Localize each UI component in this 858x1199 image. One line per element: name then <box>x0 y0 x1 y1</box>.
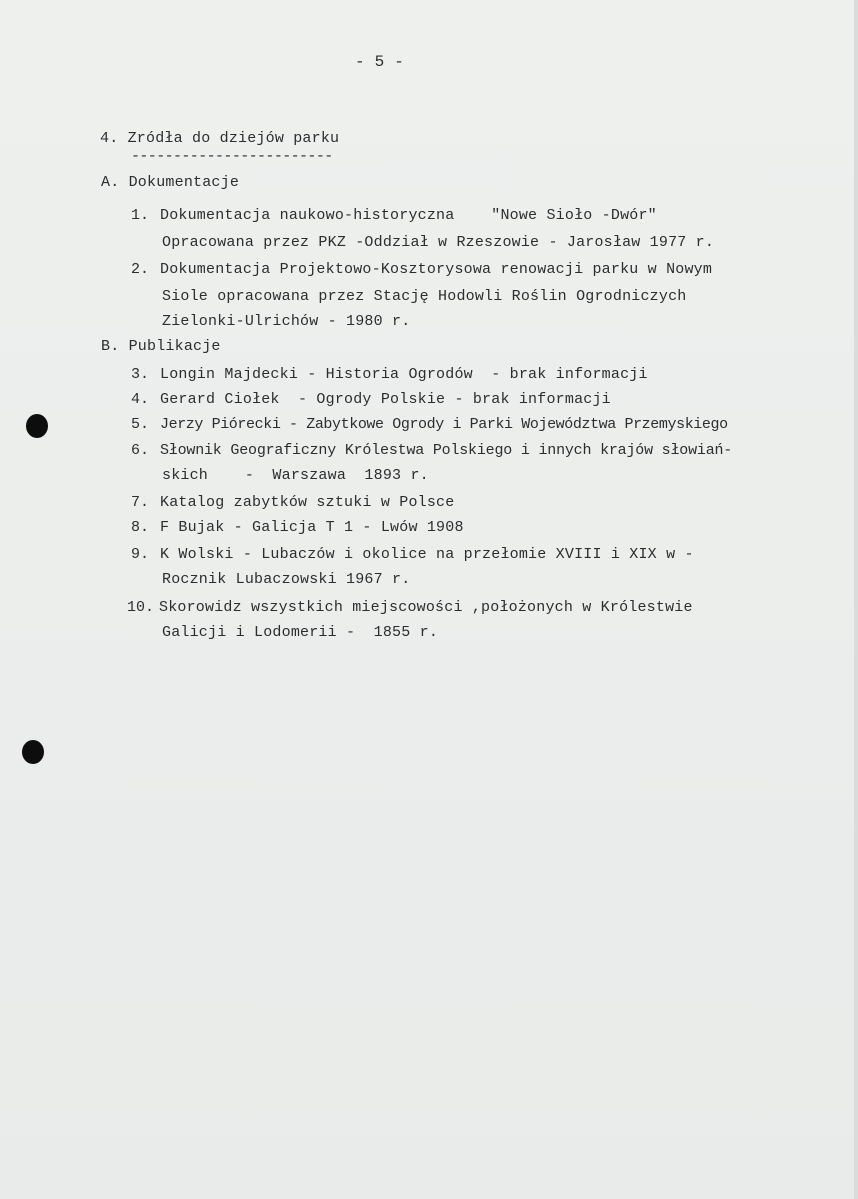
list-item-line: Dokumentacja Projektowo-Kosztorysowa renowacji parku w Nowym <box>160 261 713 278</box>
list-item-number: 5. <box>131 416 150 433</box>
list-item-number: 2. <box>131 261 150 278</box>
list-item-line: Longin Majdecki - Historia Ogrodów - brak informacji <box>160 366 648 383</box>
page-edge <box>854 0 858 1199</box>
subsection-b-heading: B. Publikacje <box>101 338 221 355</box>
section-title: 4. Zródła do dziejów parku <box>100 130 340 147</box>
list-item-line: Słownik Geograficzny Królestwa Polskiego i innych krajów słowiań- <box>160 442 733 459</box>
section-underline: ------------------------ <box>131 148 333 165</box>
list-item-line: Galicji i Lodomerii - 1855 r. <box>162 624 439 641</box>
list-item-line: Gerard Ciołek - Ogrody Polskie - brak informacji <box>160 391 611 408</box>
list-item-line: Skorowidz wszystkich miejscowości ,położonych w Królestwie <box>159 599 693 616</box>
punch-hole <box>26 414 48 438</box>
list-item-line: K Wolski - Lubaczów i okolice na przełomie XVIII i XIX w - <box>160 546 694 563</box>
list-item-number: 4. <box>131 391 150 408</box>
page-number: - 5 - <box>355 53 405 71</box>
list-item-number: 7. <box>131 494 150 511</box>
list-item-line: Siole opracowana przez Stację Hodowli Roślin Ogrodniczych <box>162 288 687 305</box>
list-item-line: Jerzy Piórecki - Zabytkowe Ogrody i Parki Województwa Przemyskiego <box>160 416 728 433</box>
list-item-line: Rocznik Lubaczowski 1967 r. <box>162 571 411 588</box>
list-item-number: 6. <box>131 442 150 459</box>
list-item-number: 8. <box>131 519 150 536</box>
list-item-line: Zielonki-Ulrichów - 1980 r. <box>162 313 411 330</box>
list-item-number: 1. <box>131 207 150 224</box>
list-item-line: Opracowana przez PKZ -Oddział w Rzeszowie - Jarosław 1977 r. <box>162 234 715 251</box>
list-item-number: 3. <box>131 366 150 383</box>
list-item-number: 9. <box>131 546 150 563</box>
list-item-line: skich - Warszawa 1893 r. <box>162 467 429 484</box>
list-item-number: 10. <box>127 599 155 616</box>
list-item-line: Katalog zabytków sztuki w Polsce <box>160 494 455 511</box>
list-item-line: Dokumentacja naukowo-historyczna "Nowe Sioło -Dwór" <box>160 207 657 224</box>
punch-hole <box>22 740 44 764</box>
list-item-line: F Bujak - Galicja T 1 - Lwów 1908 <box>160 519 464 536</box>
subsection-a-heading: A. Dokumentacje <box>101 174 240 191</box>
